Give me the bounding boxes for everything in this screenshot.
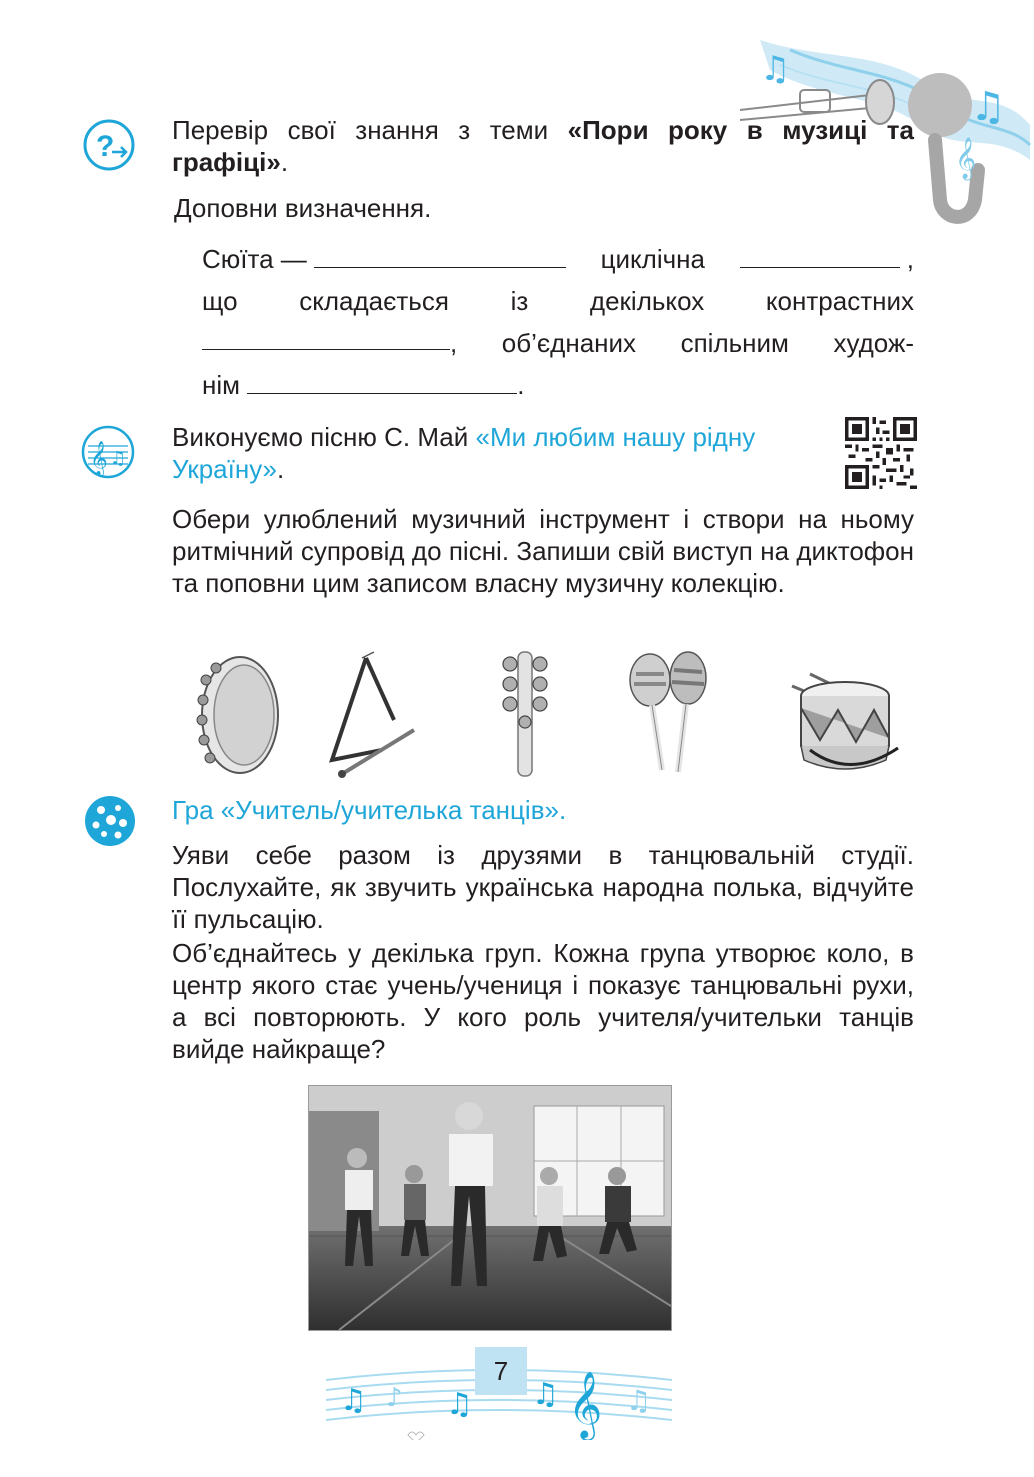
task2-prompt: Виконуємо пісню С. Май «Ми любим нашу рідну Україну». <box>172 422 756 484</box>
treble-clef-icon: 𝄞 <box>568 1370 603 1438</box>
task1-prompt: Перевір свої знання з теми «Пори року в музиці та графіці». <box>172 115 915 177</box>
dancing-children-photo <box>308 1085 672 1331</box>
definition-line-1: Сюїта — циклічна , <box>202 244 914 274</box>
note-icon: ♫ <box>760 49 791 89</box>
svg-text:?: ? <box>96 130 115 163</box>
definition-line-2: що складається із декількох контрастних <box>202 286 914 316</box>
question-icon <box>82 118 136 172</box>
task3-title: Гра «Учитель/учителька танців». <box>172 795 567 825</box>
qr-code[interactable] <box>845 417 917 489</box>
svg-text:♫: ♫ <box>532 1377 559 1412</box>
jingle-stick-icon <box>490 650 560 780</box>
task3-paragraph-2: Об’єднайтесь у декілька груп. Кожна група утворює коло, в центр якого стає учень/учениця і показує танцювальні рухи, а всі повторюють. У кого роль учителя/учительки танців вийде найкраще? <box>172 938 914 1064</box>
svg-text:♫: ♫ <box>626 1384 652 1417</box>
singing-notes-icon <box>80 424 136 480</box>
blank-field[interactable] <box>202 327 450 350</box>
triangle-icon <box>322 650 422 780</box>
svg-text:♫: ♫ <box>110 448 127 469</box>
maracas-icon <box>622 650 722 780</box>
blank-field[interactable] <box>247 371 517 394</box>
topic-title: «Пори року в музиці та графіці» <box>172 115 915 177</box>
svg-text:𝄞: 𝄞 <box>90 441 108 476</box>
drum-icon <box>790 650 900 780</box>
treble-clef-icon: 𝄞 <box>955 138 977 179</box>
task3-paragraph-1: Уяви себе разом із друзями в танцювальній студії. Послухайте, як звучить українська народна полька, відчуйте її пульсацію. <box>172 840 914 934</box>
task1-instruction: Доповни визначення. <box>174 193 432 223</box>
game-icon <box>84 795 136 847</box>
blank-field[interactable] <box>740 245 900 268</box>
definition-line-3: , об’єднаних спільним худож- <box>202 327 914 359</box>
note-icon: ♫ <box>970 84 1006 130</box>
definition-line-4: нім . <box>202 370 525 400</box>
svg-text:♫: ♫ <box>446 1387 473 1422</box>
blank-field[interactable] <box>314 245 566 268</box>
task2-body: Обери улюблений музичний інструмент і створи на ньому ритмічний супровід до пісні. Запиши свій виступ на диктофон та поповни цим записом власну музичну колекцію. <box>172 504 914 598</box>
tambourine-icon <box>190 650 290 780</box>
svg-text:♫: ♫ <box>340 1383 367 1418</box>
page-number: 7 <box>493 1356 509 1386</box>
song-title-link[interactable]: «Ми любим нашу рідну Україну» <box>172 422 756 484</box>
svg-text:♪: ♪ <box>386 1383 403 1413</box>
